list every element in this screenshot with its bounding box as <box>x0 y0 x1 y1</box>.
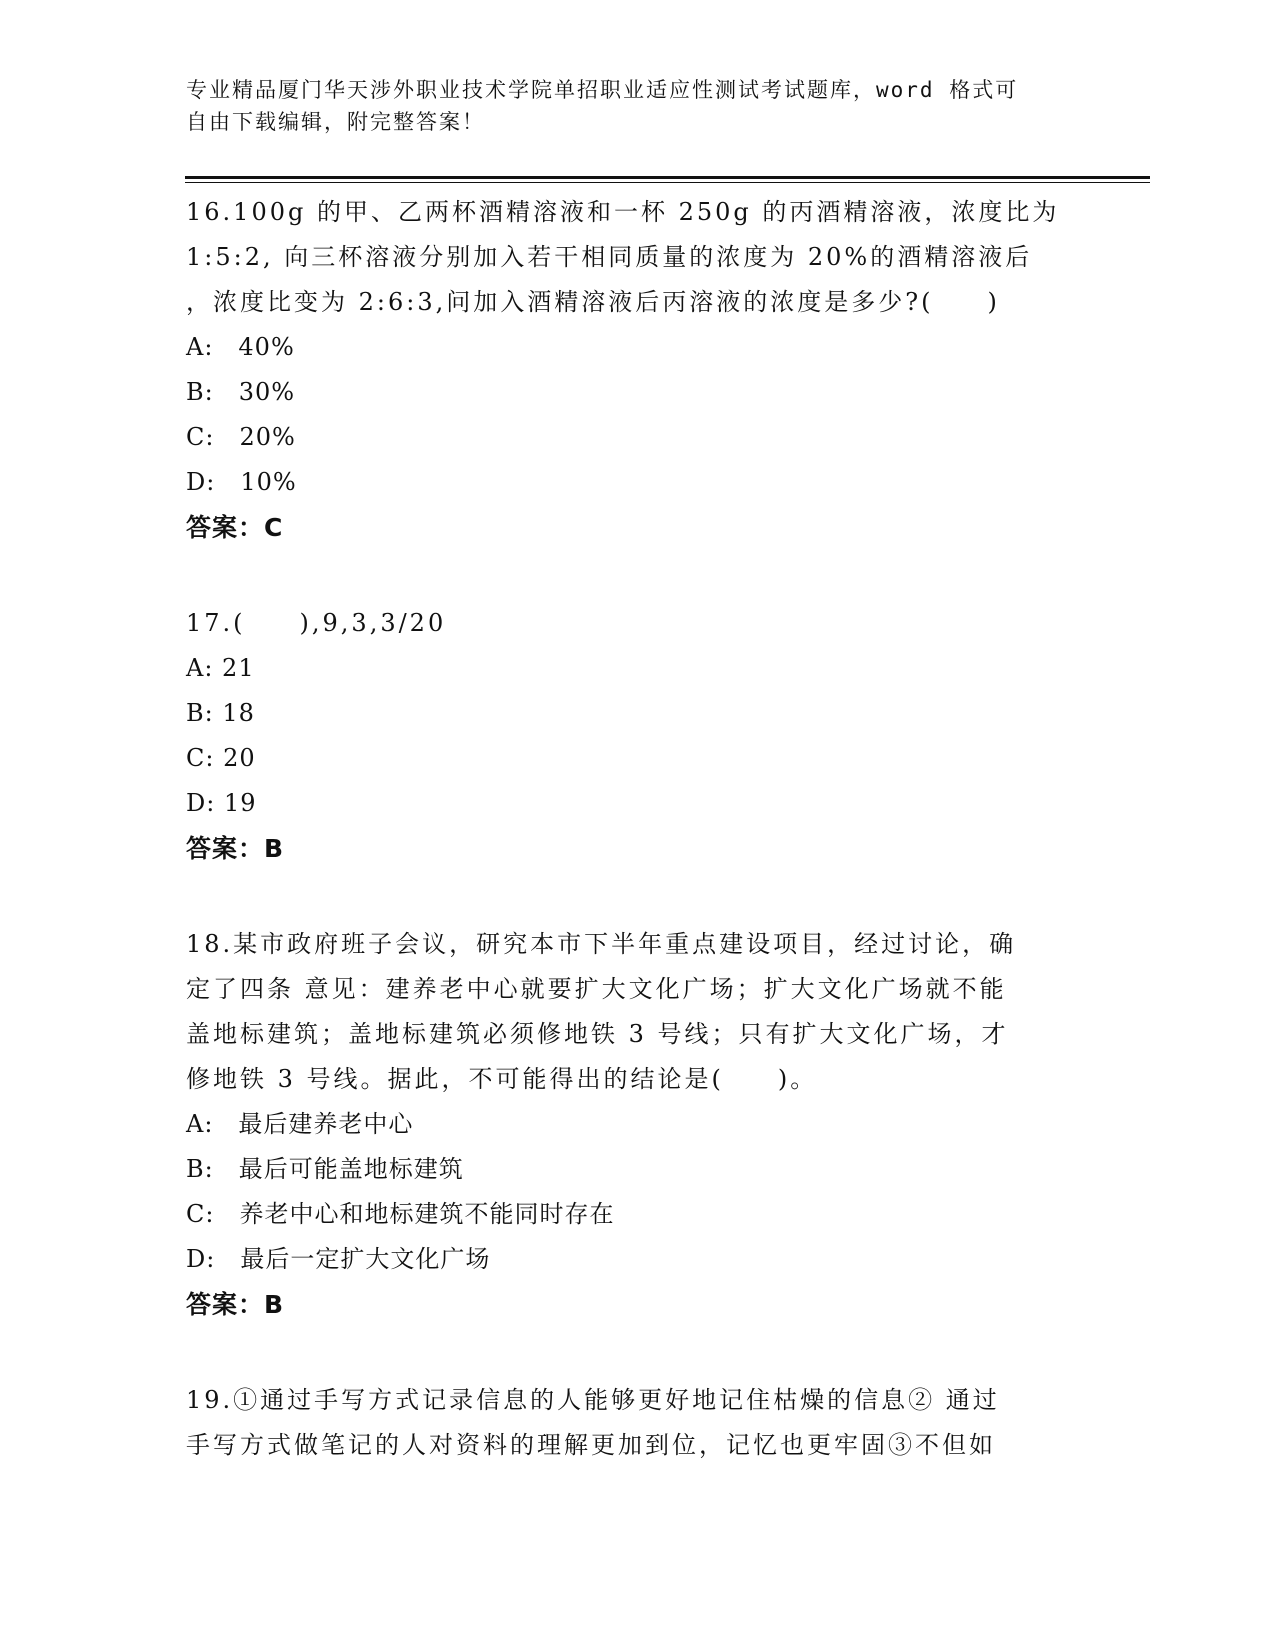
question-list <box>186 190 1086 1518</box>
answer-line: 答案：B <box>186 834 285 863</box>
stem-line: 手写方式做笔记的人对资料的理解更加到位，记忆也更牢固③不但如 <box>186 1431 996 1459</box>
answer-line: 答案：C <box>186 513 284 542</box>
header-line-1: 专业精品厦门华天涉外职业技术学院单招职业适应性测试考试题库，word 格式可 <box>186 78 1019 102</box>
question-18 <box>186 922 1086 1328</box>
question-16 <box>186 190 1086 551</box>
option-c: C: 20 <box>186 744 256 772</box>
stem-line: 17.( ),9,3,3/20 <box>186 609 447 637</box>
question-stem <box>186 190 1086 325</box>
stem-line: 16.100g 的甲、乙两杯酒精溶液和一杯 250g 的丙酒精溶液，浓度比为 <box>186 198 1060 226</box>
question-stem <box>186 601 1086 646</box>
question-17 <box>186 601 1086 872</box>
option-b: B: 最后可能盖地标建筑 <box>186 1155 464 1183</box>
document-header <box>186 74 1066 138</box>
option-a: A: 40% <box>186 333 295 361</box>
question-stem <box>186 922 1086 1102</box>
stem-line: 19.①通过手写方式记录信息的人能够更好地记住枯燥的信息② 通过 <box>186 1386 1000 1414</box>
option-c: C: 20% <box>186 423 296 451</box>
stem-line: 定了四条 意见：建养老中心就要扩大文化广场；扩大文化广场就不能 <box>186 975 1007 1003</box>
option-b: B: 30% <box>186 378 296 406</box>
option-d: D: 19 <box>186 789 257 817</box>
header-divider-thin <box>185 182 1150 183</box>
option-c: C: 养老中心和地标建筑不能同时存在 <box>186 1200 615 1228</box>
option-a: A: 最后建养老中心 <box>186 1110 414 1138</box>
header-divider-thick <box>185 176 1150 179</box>
stem-line: 修地铁 3 号线。据此，不可能得出的结论是( )。 <box>186 1065 818 1093</box>
option-b: B: 18 <box>186 699 255 727</box>
option-a: A: 21 <box>186 654 255 682</box>
option-d: D: 最后一定扩大文化广场 <box>186 1245 491 1273</box>
stem-line: 盖地标建筑；盖地标建筑必须修地铁 3 号线；只有扩大文化广场，才 <box>186 1020 1009 1048</box>
stem-line: ，浓度比变为 2:6:3,问加入酒精溶液后丙溶液的浓度是多少?( ) <box>186 288 1000 316</box>
question-19 <box>186 1378 1086 1468</box>
answer-line: 答案：B <box>186 1290 285 1319</box>
option-d: D: 10% <box>186 468 297 496</box>
header-line-2: 自由下载编辑，附完整答案！ <box>186 110 485 134</box>
stem-line: 18.某市政府班子会议，研究本市下半年重点建设项目，经过讨论，确 <box>186 930 1017 958</box>
question-stem <box>186 1378 1086 1468</box>
stem-line: 1:5:2, 向三杯溶液分别加入若干相同质量的浓度为 20%的酒精溶液后 <box>186 243 1033 271</box>
